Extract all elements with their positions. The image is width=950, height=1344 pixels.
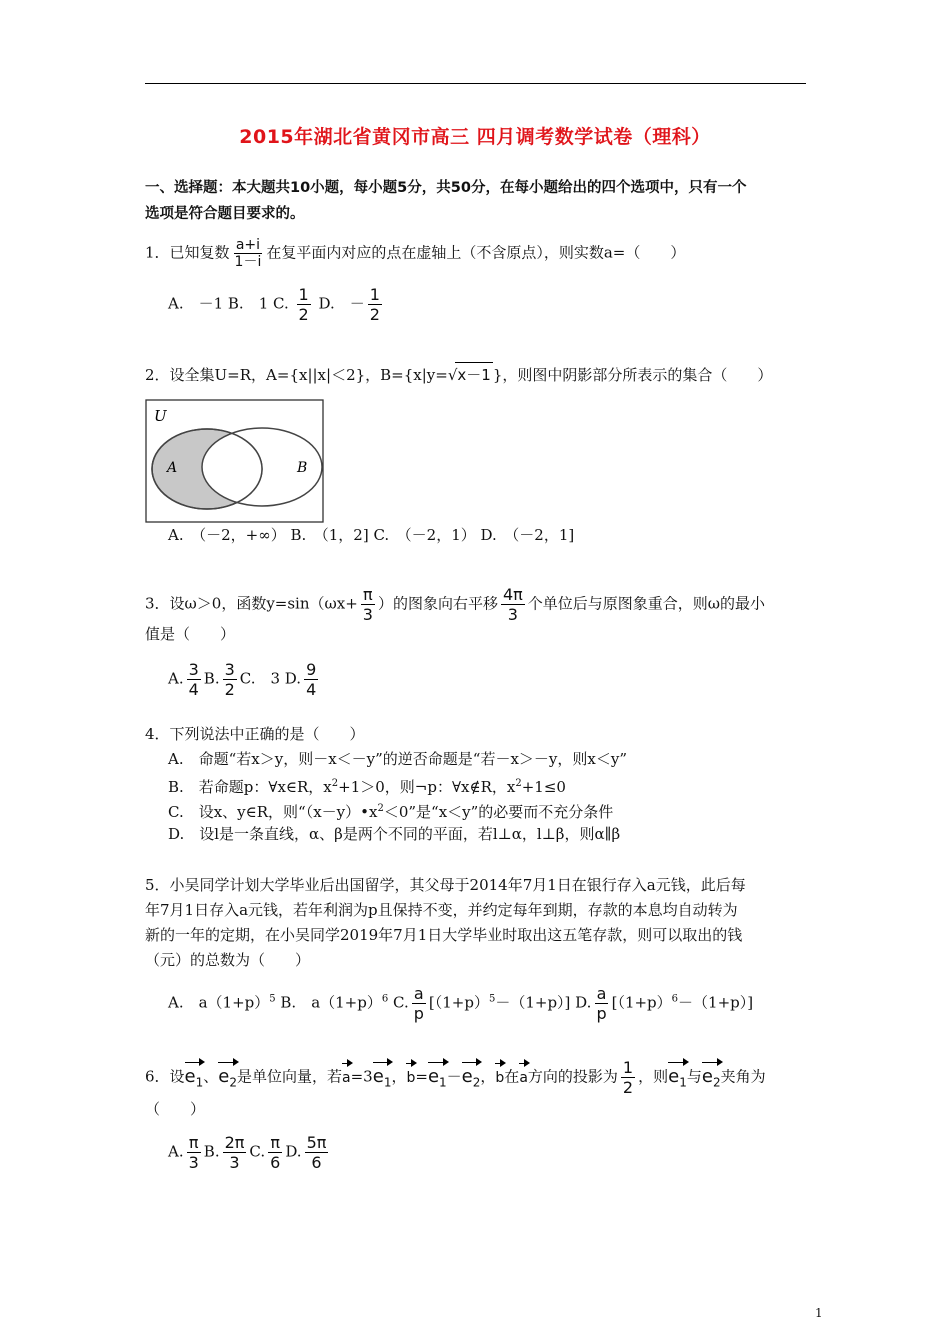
section-heading <box>145 175 810 227</box>
section-heading-line2: 选项是符合题目要求的。 <box>145 206 305 222</box>
q5-options: A. $a(1+p)^5$ B. $a(1+p)^6$ C. $\frac{a}{p}$ $[(1+p)^5-(1+p)]$ D. $\frac{a}{p}$ $[(1+p)^6-(1+p)]$ <box>168 984 754 1023</box>
question-6: 6．设$e_1$、$e_2$是单位向量，若$a=3e_1$，$b=e_1-e_2$，b在a方向的投影为 $\frac{1}{2}$ ，则$e_1$与$e_2$夹角为 <box>145 1058 766 1097</box>
q3-option-a-fraction: $\frac{3}{4}$ <box>188 660 199 699</box>
q1-suffix: 在复平面内对应的点在虚轴上（不含原点），则实数a=（ ） <box>266 243 686 262</box>
q3-option-b-fraction: $\frac{3}{2}$ <box>224 660 235 699</box>
q4-option-d: D. 设l是一条直线，α、β是两个不同的平面，若l⊥α，l⊥β，则α∥β <box>168 825 621 843</box>
question-1 <box>145 237 810 270</box>
q1-fraction: $\frac{a+i}{1-i}$ <box>234 237 262 270</box>
q5-line4: （元）的总数为（ ） <box>145 951 311 969</box>
q3-option-d-fraction: $\frac{9}{4}$ <box>306 660 317 699</box>
q6-option-c-fraction: $\frac{\pi}{6}$ <box>270 1133 281 1172</box>
q3-fraction-4pi-3: $\frac{4\pi}{3}$ <box>502 585 523 624</box>
question-4: 4．下列说法中正确的是（ ） <box>145 725 365 743</box>
q6-option-b-fraction: $\frac{2\pi}{3}$ <box>224 1133 245 1172</box>
venn-label-b: B <box>297 460 308 476</box>
q3-options: A. $\frac{3}{4}$ B. $\frac{3}{2}$ C. 3 D. $\frac{9}{4}$ <box>168 660 317 699</box>
q1-option-c-fraction: $\frac{1}{2}$ <box>298 285 309 324</box>
q5-line3: 新的一年的定期，在小吴同学2019年7月1日大学毕业时取出这五笔存款，则可以取出的钱 <box>145 926 743 944</box>
vector-e2: $e_2$ <box>462 1059 481 1095</box>
q3-line2: 值是（ ） <box>145 625 236 643</box>
q6-option-a-fraction: $\frac{\pi}{3}$ <box>188 1133 199 1172</box>
vector-b: b <box>495 1060 504 1090</box>
q4-option-b: B. 若命题p：∀x∈R，$x^2+1>0$，则¬p：∀x∉R，$x^2+1\le 0$ <box>168 778 566 796</box>
venn-label-a: A <box>167 460 178 476</box>
question-3: 3．设ω＞0，函数y=sin（ωx+ $\frac{\pi}{3}$ ）的图象向右平移 $\frac{4\pi}{3}$ 个单位后与原图象重合，则ω的最小 <box>145 585 766 624</box>
q3-fraction-pi-3: $\frac{\pi}{3}$ <box>362 585 373 624</box>
vector-b: b <box>406 1060 415 1090</box>
venn-diagram <box>145 399 325 524</box>
header-rule <box>145 83 806 84</box>
page-title: 2015年湖北省黄冈市高三 四月调考数学试卷（理科） <box>239 126 711 148</box>
vector-e1: $e_1$ <box>373 1059 392 1095</box>
q6-half-fraction: $\frac{1}{2}$ <box>622 1058 634 1097</box>
vector-e1: $e_1$ <box>428 1059 447 1095</box>
q1-prefix: 1．已知复数 <box>145 243 230 262</box>
q2-options: A. （－2，+∞） B. （1，2] C. （－2，1） D. （－2，1] <box>168 526 575 544</box>
q5-line2: 年7月1日存入a元钱，若年利润为p且保持不变，并约定每年到期，存款的本息均自动转为 <box>145 901 738 919</box>
q1-options: A. －1 B. 1 C. $\frac{1}{2}$ D. － $\frac{1}{2}$ <box>168 285 380 324</box>
q6-line2: （ ） <box>145 1100 206 1118</box>
vector-e1: $e_1$ <box>185 1059 204 1095</box>
vector-e1: $e_1$ <box>668 1059 687 1095</box>
question-2: 2．设全集U=R，A={x||x|＜2}，B={x|y=√x－1 }，则图中阴影部分所表示的集合（ ） <box>145 362 810 387</box>
q6-options: A. $\frac{\pi}{3}$ B. $\frac{2\pi}{3}$ C. $\frac{\pi}{6}$ D. $\frac{5\pi}{6}$ <box>168 1133 327 1172</box>
page-number: 1 <box>815 1306 823 1320</box>
q5-option-d-fraction: $\frac{a}{p}$ <box>596 984 607 1023</box>
vector-a: a <box>342 1060 351 1090</box>
vector-e2: $e_2$ <box>218 1059 237 1095</box>
section-heading-line1: 一、选择题：本大题共10小题，每小题5分，共50分，在每小题给出的四个选项中，只有一个 <box>145 180 747 196</box>
vector-a: a <box>519 1060 528 1090</box>
q6-option-d-fraction: $\frac{5\pi}{6}$ <box>306 1133 327 1172</box>
q2-sqrt: x－1 <box>455 362 492 387</box>
q5-option-c-fraction: $\frac{a}{p}$ <box>413 984 424 1023</box>
q1-option-d-fraction: $\frac{1}{2}$ <box>369 285 380 324</box>
venn-label-u: U <box>154 407 167 425</box>
q5-line1: 5．小吴同学计划大学毕业后出国留学，其父母于2014年7月1日在银行存入a元钱，此后每 <box>145 876 746 894</box>
q4-option-c: C. 设x、y∈R，则“$(x-y)•x^2<0$”是“x＜y”的必要而不充分条件 <box>168 803 614 821</box>
q4-option-a: A. 命题“若x＞y，则－x＜－y”的逆否命题是“若－x＞－y，则x＜y” <box>168 750 628 768</box>
vector-e2: $e_2$ <box>702 1059 721 1095</box>
